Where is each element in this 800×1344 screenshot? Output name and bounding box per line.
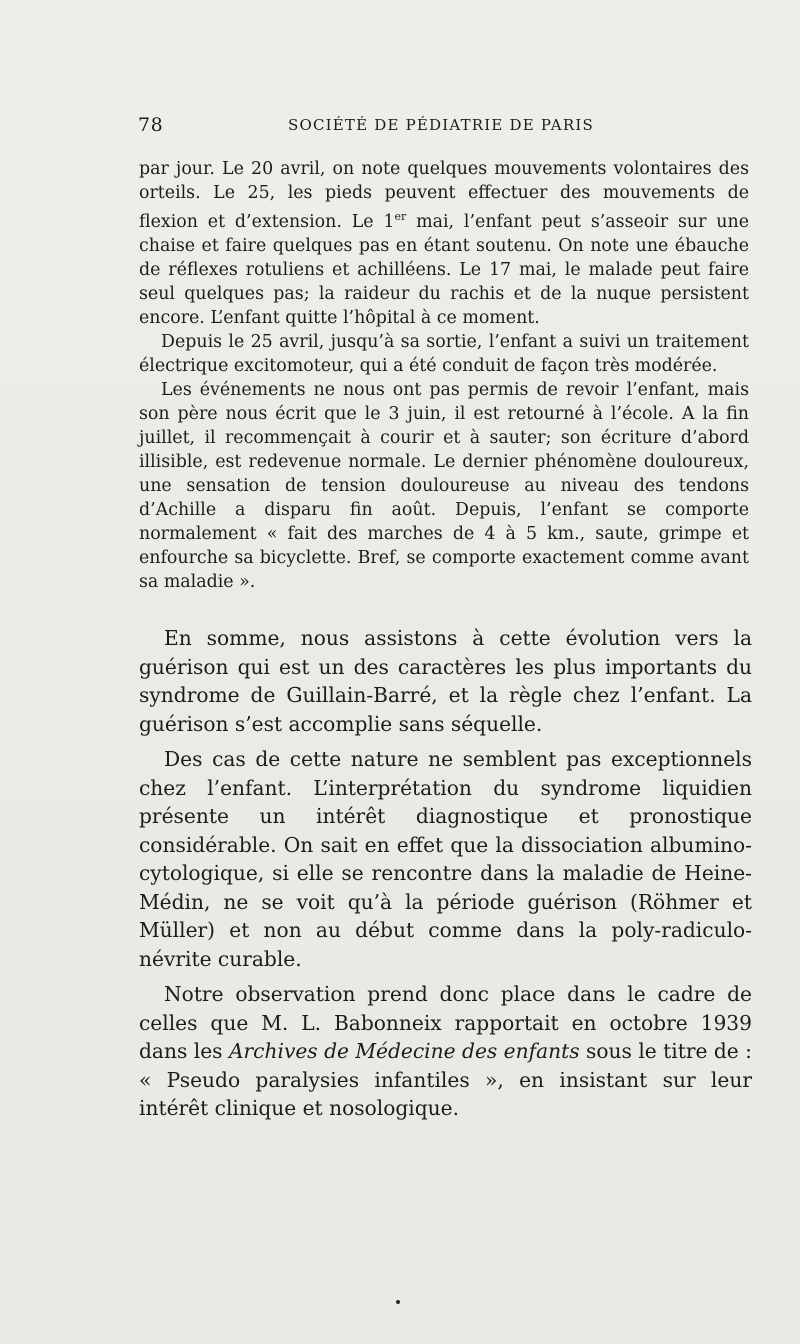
case-report-text — [139, 157, 749, 594]
text-run: Notre observation prend donc place dans le cadre de celles que M. L. Babonneix rapportait en octobre 1939 dans les — [139, 982, 752, 1063]
text-run: mai, l’enfant peut s’asseoir sur une chaise et faire quelques pas en étant soutenu. On note une ébauche de réflexes rotuliens et achilléens. Le 17 mai, le malade peut faire seul quelques pas; la raideur du rachis et de la nuque persistent encore. L’enfant quitte l’hôpital à ce moment. — [139, 211, 749, 328]
running-title: SOCIÉTÉ DE PÉDIATRIE DE PARIS — [288, 116, 594, 134]
paragraph — [139, 157, 749, 330]
superscript: er — [394, 210, 407, 223]
journal-title: Archives de Médecine des enfants — [228, 1039, 580, 1063]
paragraph — [139, 980, 752, 1123]
paragraph: En somme, nous assistons à cette évolution vers la guérison qui est un des caractères les plus importants du syndrome de Guillain-Barré, et la règle chez l’enfant. La guérison s’est accomplie sans séquelle. — [139, 626, 752, 736]
text-run: par jour. Le 20 avril, on note quelques mouvements volontaires des orteils. Le 25, les pieds peuvent effectuer des mouvements de flexion et d’extension. Le 1 — [139, 159, 749, 232]
page-speck — [396, 1300, 400, 1304]
paragraph: Des cas de cette nature ne semblent pas exceptionnels chez l’enfant. L’interprétation du syndrome liquidien présente un intérêt diagnostique et pronostique considérable. On sait en effet que la dissociation albumino-cytologique, si elle se rencontre dans la maladie de Heine-Médin, ne se voit qu’à la période guérison (Röhmer et Müller) et non au début comme dans la poly-radiculo-névrite curable. — [139, 747, 752, 971]
paragraph: Les événements ne nous ont pas permis de revoir l’enfant, mais son père nous écrit que le 3 juin, il est retourné à l’école. A la fin juillet, il recommençait à courir et à sauter; son écriture d’abord illisible, est redevenue normale. Le dernier phénomène douloureux, une sensation de tension douloureuse au niveau des tendons d’Achille a disparu fin août. Depuis, l’enfant se comporte normalement « fait des marches de 4 à 5 km., saute, grimpe et enfourche sa bicyclette. Bref, se comporte exactement comme avant sa maladie ». — [139, 379, 749, 592]
page-header — [138, 110, 598, 140]
paragraph: Depuis le 25 avril, jusqu’à sa sortie, l’enfant a suivi un traitement électrique excitomoteur, qui a été conduit de façon très modérée. — [139, 331, 749, 376]
discussion-text — [139, 624, 752, 1130]
text-run: sous le titre de : « Pseudo paralysies infantiles », en insistant sur leur intérêt clinique et nosologique. — [139, 1039, 752, 1120]
page-number: 78 — [138, 114, 164, 136]
